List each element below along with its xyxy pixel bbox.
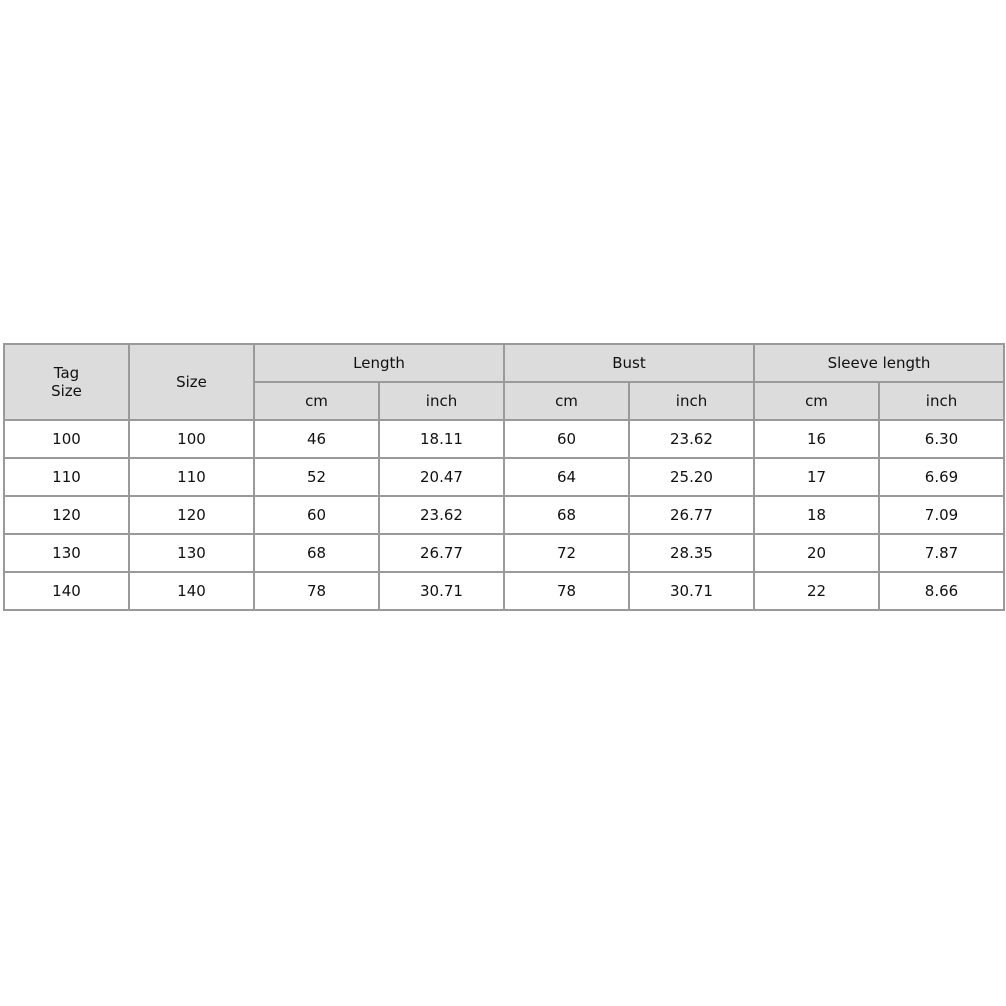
cell-sleeve-cm: 16: [754, 420, 879, 458]
cell-sleeve-inch: 7.09: [879, 496, 1004, 534]
cell-length-cm: 78: [254, 572, 379, 610]
cell-sleeve-inch: 6.69: [879, 458, 1004, 496]
cell-length-cm: 52: [254, 458, 379, 496]
header-size: Size: [129, 344, 254, 420]
cell-tag-size: 120: [4, 496, 129, 534]
cell-bust-inch: 26.77: [629, 496, 754, 534]
cell-size: 110: [129, 458, 254, 496]
cell-sleeve-inch: 6.30: [879, 420, 1004, 458]
cell-sleeve-cm: 17: [754, 458, 879, 496]
table-row: [4, 572, 1004, 610]
cell-length-inch: 26.77: [379, 534, 504, 572]
cell-length-cm: 46: [254, 420, 379, 458]
cell-bust-cm: 68: [504, 496, 629, 534]
unit-sleeve-inch: inch: [879, 382, 1004, 420]
cell-length-inch: 30.71: [379, 572, 504, 610]
header-tag-size: [4, 344, 129, 420]
cell-bust-cm: 78: [504, 572, 629, 610]
unit-bust-cm: cm: [504, 382, 629, 420]
unit-length-cm: cm: [254, 382, 379, 420]
header-bust: Bust: [504, 344, 754, 382]
cell-sleeve-cm: 20: [754, 534, 879, 572]
table-row: [4, 458, 1004, 496]
cell-length-cm: 60: [254, 496, 379, 534]
header-tag-size-line-2: Size: [51, 382, 82, 400]
cell-bust-inch: 30.71: [629, 572, 754, 610]
cell-bust-cm: 64: [504, 458, 629, 496]
unit-length-inch: inch: [379, 382, 504, 420]
cell-sleeve-cm: 22: [754, 572, 879, 610]
header-row-groups: [4, 344, 1004, 382]
cell-size: 120: [129, 496, 254, 534]
cell-bust-inch: 28.35: [629, 534, 754, 572]
cell-bust-inch: 25.20: [629, 458, 754, 496]
cell-bust-cm: 60: [504, 420, 629, 458]
unit-bust-inch: inch: [629, 382, 754, 420]
table-row: [4, 420, 1004, 458]
cell-size: 100: [129, 420, 254, 458]
cell-sleeve-inch: 7.87: [879, 534, 1004, 572]
size-chart-header: [4, 344, 1004, 420]
cell-tag-size: 110: [4, 458, 129, 496]
size-chart-table: [3, 343, 1005, 611]
header-length: Length: [254, 344, 504, 382]
size-chart-body: [4, 420, 1004, 610]
table-row: [4, 534, 1004, 572]
cell-bust-inch: 23.62: [629, 420, 754, 458]
table-row: [4, 496, 1004, 534]
cell-length-inch: 18.11: [379, 420, 504, 458]
header-tag-size-line-1: Tag: [53, 364, 80, 382]
cell-size: 140: [129, 572, 254, 610]
cell-sleeve-cm: 18: [754, 496, 879, 534]
unit-sleeve-cm: cm: [754, 382, 879, 420]
cell-tag-size: 100: [4, 420, 129, 458]
cell-bust-cm: 72: [504, 534, 629, 572]
cell-length-cm: 68: [254, 534, 379, 572]
cell-length-inch: 23.62: [379, 496, 504, 534]
cell-length-inch: 20.47: [379, 458, 504, 496]
cell-tag-size: 130: [4, 534, 129, 572]
header-sleeve-length: Sleeve length: [754, 344, 1004, 382]
cell-size: 130: [129, 534, 254, 572]
cell-tag-size: 140: [4, 572, 129, 610]
cell-sleeve-inch: 8.66: [879, 572, 1004, 610]
